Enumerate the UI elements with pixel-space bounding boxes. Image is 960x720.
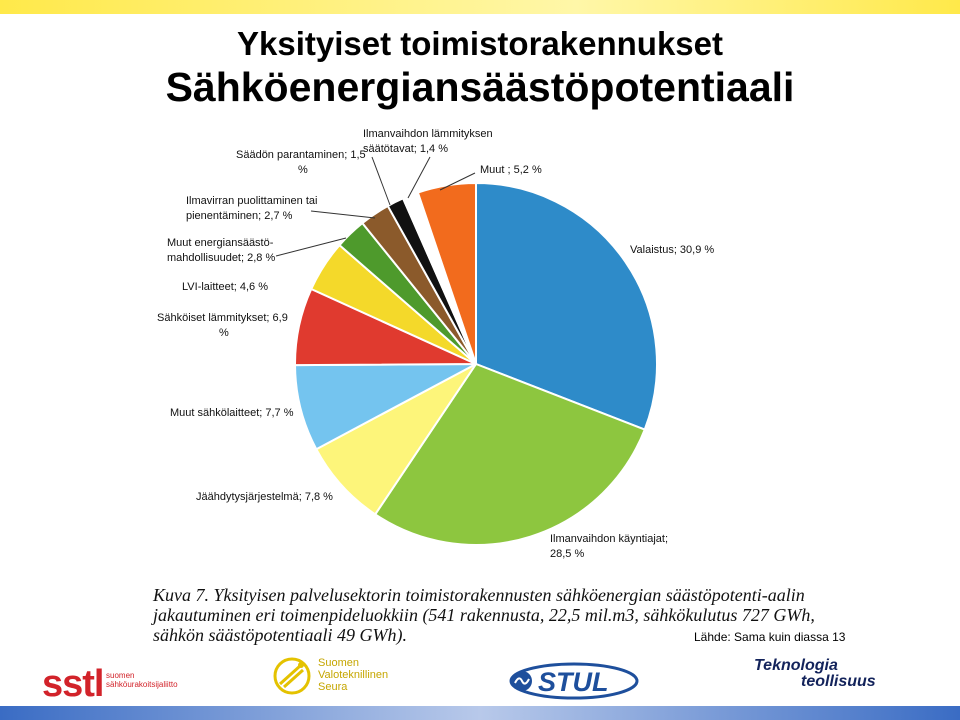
teknologia-logo-line1: Teknologia xyxy=(754,657,838,674)
svs-logo-text xyxy=(318,657,388,693)
slice-label-7: Muut energiansäästö-mahdollisuudet; 2,8 % xyxy=(167,237,276,264)
page-title-line1: Yksityiset toimistorakennukset xyxy=(236,25,723,62)
svs-line3: Seura xyxy=(318,681,348,693)
slice-label-11: Muut ; 5,2 % xyxy=(480,164,542,176)
slice-label-4: Muut sähkölaitteet; 7,7 % xyxy=(170,407,294,419)
stul-logo-text: STUL xyxy=(538,667,609,697)
teknologia-logo-line2: teollisuus xyxy=(801,673,876,690)
slice-label-2: Ilmanvaihdon käyntiajat; 28,5 % xyxy=(550,533,669,560)
svs-line2: Valoteknillinen xyxy=(318,669,389,681)
slice-label-5: Sähköiset lämmitykset; 6,9 % xyxy=(157,312,288,339)
slice-label-6: LVI-laitteet; 4,6 % xyxy=(182,281,269,293)
sstl-logo: sstl xyxy=(42,663,104,705)
stul-logo xyxy=(508,661,640,701)
bottom-decor-bar xyxy=(0,706,960,720)
figure-caption: Kuva 7. Yksityisen palvelusektorin toimistorakennusten sähköenergian säästöpotenti-aalin jakautuminen eri toimenpideluokkiin (541 rakennusta, 22,5 mil.m3, sähkökulutus 727 GWh, sähkön säästöpotentiaali 49 GWh). xyxy=(153,585,815,645)
slice-label-3: Jäähdytysjärjestelmä; 7,8 % xyxy=(196,491,333,503)
sstl-logo-subtitle: suomen sähköurakoitsijaliitto xyxy=(106,671,178,689)
leader-line-9 xyxy=(372,157,390,205)
leader-line-8 xyxy=(311,211,375,218)
source-note: Lähde: Sama kuin diassa 13 xyxy=(694,630,846,644)
svs-logo-icon xyxy=(270,656,314,696)
slice-label-8: Ilmavirran puolittaminen tai pienentäminen; 2,7 % xyxy=(186,195,318,222)
slice-label-10: Ilmanvaihdon lämmityksen säätötavat; 1,4 % xyxy=(363,128,493,155)
slice-label-9: Säädön parantaminen; 1,5 % xyxy=(236,149,366,176)
page-title-line2: Sähköenergiansäästöpotentiaali xyxy=(165,64,795,110)
slice-label-1: Valaistus; 30,9 % xyxy=(630,244,715,256)
svs-line1: Suomen xyxy=(318,657,359,669)
